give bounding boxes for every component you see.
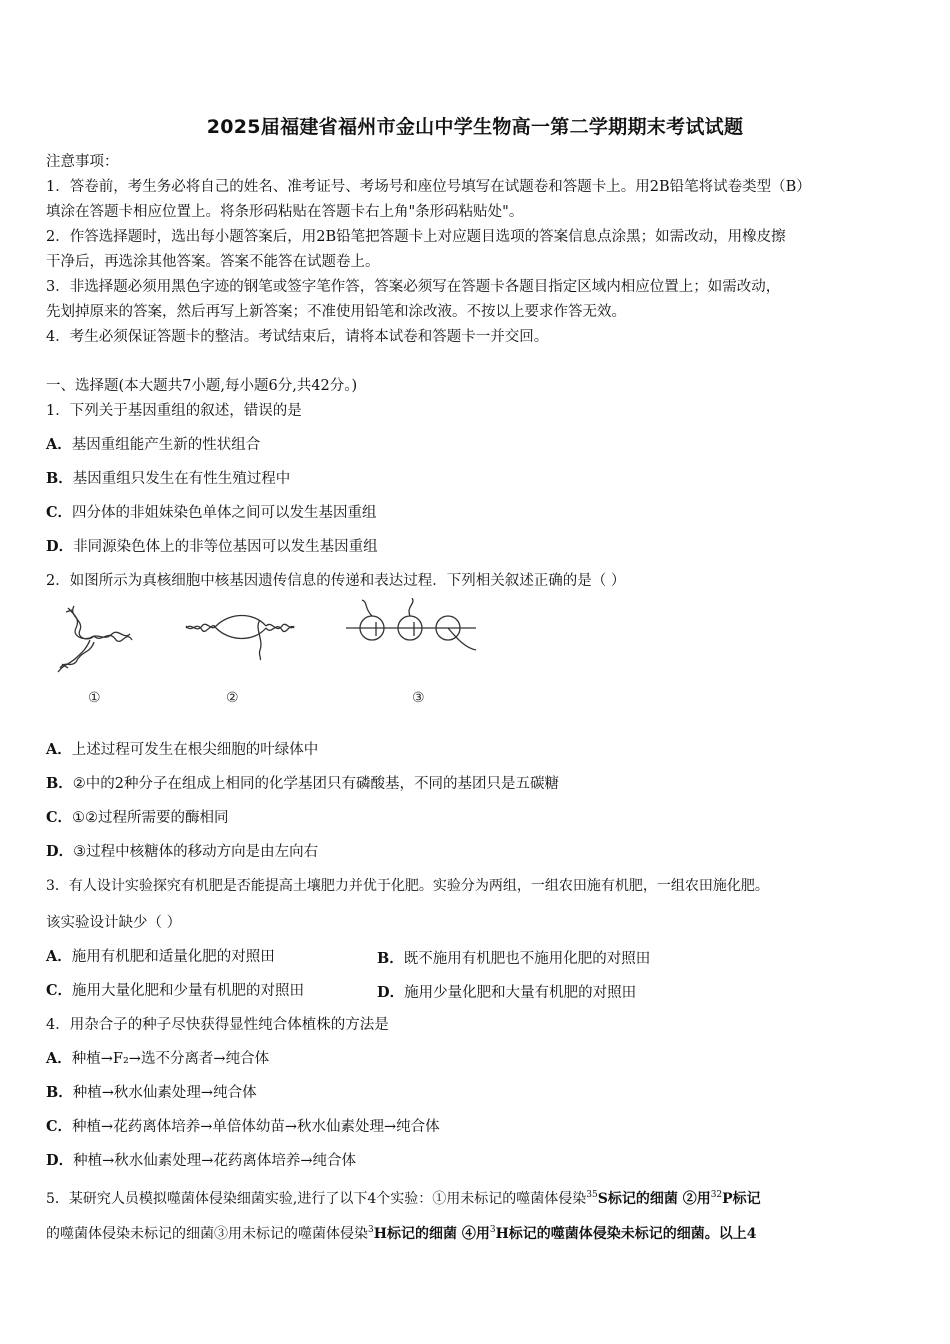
option-key: A． xyxy=(46,436,72,453)
option-key: D． xyxy=(377,984,405,1001)
notice-line: 3．非选择题必须用黑色字迹的钢笔或签字笔作答，答案必须写在答题卡各题目指定区域内相应位置上；如需改动， xyxy=(46,279,781,295)
question-4-option-a xyxy=(46,1049,908,1069)
q5-text: 5．某研究人员模拟噬菌体侵染细菌实验,进行了以下4个实验：①用未标记的噬菌体侵染 xyxy=(46,1191,587,1207)
figure-label-3: ③ xyxy=(412,690,425,706)
notice-heading: 注意事项： xyxy=(46,154,119,170)
option-key: D． xyxy=(46,843,74,860)
notice-line: 1．答卷前，考生务必将自己的姓名、准考证号、考场号和座位号填写在试题卷和答题卡上。用2B铅笔将试卷类型（B） xyxy=(46,179,811,195)
question-5-stem-cont xyxy=(46,1220,908,1244)
option-key: B． xyxy=(46,775,73,792)
q5-text: H标记的噬菌体侵染未标记的细菌。以上4 xyxy=(495,1226,757,1242)
question-4-stem: 4．用杂合子的种子尽快获得显性纯合体植株的方法是 xyxy=(46,1017,389,1033)
figure-label-1: ① xyxy=(88,690,101,706)
option-text: 基因重组能产生新的性状组合 xyxy=(71,437,261,453)
question-3-option-d xyxy=(377,981,636,1002)
q5-text: S标记的细菌 ②用 xyxy=(597,1191,711,1207)
isotope-superscript: 3 xyxy=(489,1225,496,1235)
question-1-option-a xyxy=(46,435,908,455)
option-key: C． xyxy=(46,1118,73,1135)
isotope-superscript: 32 xyxy=(710,1190,723,1200)
page-title: 2025届福建省福州市金山中学生物高一第二学期期末考试试题 xyxy=(206,116,744,138)
question-2-option-b xyxy=(46,774,908,794)
option-text: ③过程中核糖体的移动方向是由左向右 xyxy=(73,844,319,860)
option-text: 种植→F₂→选不分离者→纯合体 xyxy=(71,1051,270,1067)
option-key: D． xyxy=(46,538,74,555)
option-key: D． xyxy=(46,1152,74,1169)
question-2-option-d xyxy=(46,842,908,862)
figure-1-replication xyxy=(58,606,132,672)
question-4-option-d xyxy=(46,1151,908,1171)
option-text: ①②过程所需要的酶相同 xyxy=(72,810,229,826)
option-key: B． xyxy=(46,470,73,487)
q5-text: P标记 xyxy=(722,1191,761,1207)
notice-line: 干净后，再选涂其他答案。答案不能答在试题卷上。 xyxy=(46,254,380,270)
section-heading: 一、选择题(本大题共7小题,每小题6分,共42分。) xyxy=(46,378,358,394)
option-key: A． xyxy=(46,741,72,758)
question-2-option-a xyxy=(46,740,908,760)
option-text: 施用大量化肥和少量有机肥的对照田 xyxy=(72,983,305,999)
question-4-option-c xyxy=(46,1117,908,1137)
option-text: 基因重组只发生在有性生殖过程中 xyxy=(72,471,291,487)
notice-line: 填涂在答题卡相应位置上。将条形码粘贴在答题卡右上角"条形码粘贴处"。 xyxy=(46,204,524,220)
question-3-option-b xyxy=(377,947,650,968)
figure-3-translation xyxy=(346,598,476,650)
question-5-stem xyxy=(46,1185,908,1209)
option-text: 四分体的非姐妹染色单体之间可以发生基因重组 xyxy=(72,505,377,521)
notice-line: 先划掉原来的答案，然后再写上新答案；不准使用铅笔和涂改液。不按以上要求作答无效。 xyxy=(46,304,626,320)
q5-text: 的噬菌体侵染未标记的细菌③用未标记的噬菌体侵染 xyxy=(46,1226,368,1242)
isotope-superscript: 3 xyxy=(368,1225,374,1235)
option-key: A． xyxy=(46,948,72,965)
question-2-stem: 2．如图所示为真核细胞中核基因遗传信息的传递和表达过程．下列相关叙述正确的是（ ） xyxy=(46,573,626,589)
question-2-option-c xyxy=(46,808,908,828)
question-1-stem: 1．下列关于基因重组的叙述，错误的是 xyxy=(46,403,302,419)
option-text: 种植→秋水仙素处理→纯合体 xyxy=(72,1085,257,1101)
option-text: ②中的2种分子在组成上相同的化学基团只有磷酸基，不同的基团只是五碳糖 xyxy=(72,776,559,792)
option-text: 种植→秋水仙素处理→花药离体培养→纯合体 xyxy=(73,1153,357,1169)
option-text: 种植→花药离体培养→单倍体幼苗→秋水仙素处理→纯合体 xyxy=(72,1119,440,1135)
notice-line: 4．考生必须保证答题卡的整洁。考试结束后，请将本试卷和答题卡一并交回。 xyxy=(46,329,549,345)
option-key: C． xyxy=(46,504,73,521)
question-3-stem: 3．有人设计实验探究有机肥是否能提高土壤肥力并优于化肥。实验分为两组，一组农田施有机肥，一组农田施化肥。 xyxy=(46,878,769,894)
question-3-stem-cont: 该实验设计缺少（ ） xyxy=(46,915,182,931)
question-1-option-d xyxy=(46,537,908,557)
notice-line: 2．作答选择题时，选出每小题答案后，用2B铅笔把答题卡上对应题目选项的答案信息点涂黑；如需改动，用橡皮擦 xyxy=(46,229,786,245)
option-key: C． xyxy=(46,982,73,999)
option-text: 非同源染色体上的非等位基因可以发生基因重组 xyxy=(73,539,378,555)
question-1-option-b xyxy=(46,469,908,489)
question-1-option-c xyxy=(46,503,908,523)
option-key: B． xyxy=(377,950,404,967)
option-key: C． xyxy=(46,809,73,826)
option-key: B． xyxy=(46,1084,73,1101)
option-key: A． xyxy=(46,1050,72,1067)
figure-2-transcription xyxy=(186,616,294,661)
option-text: 上述过程可发生在根尖细胞的叶绿体中 xyxy=(71,742,319,758)
question-4-option-b xyxy=(46,1083,908,1103)
option-text: 施用有机肥和适量化肥的对照田 xyxy=(71,949,275,965)
option-text: 施用少量化肥和大量有机肥的对照田 xyxy=(404,985,637,1001)
gene-expression-figure xyxy=(46,598,506,716)
option-text: 既不施用有机肥也不施用化肥的对照田 xyxy=(403,951,651,967)
isotope-superscript: 35 xyxy=(586,1190,598,1200)
q5-text: H标记的细菌 ④用 xyxy=(373,1226,490,1242)
figure-label-2: ② xyxy=(226,690,239,706)
